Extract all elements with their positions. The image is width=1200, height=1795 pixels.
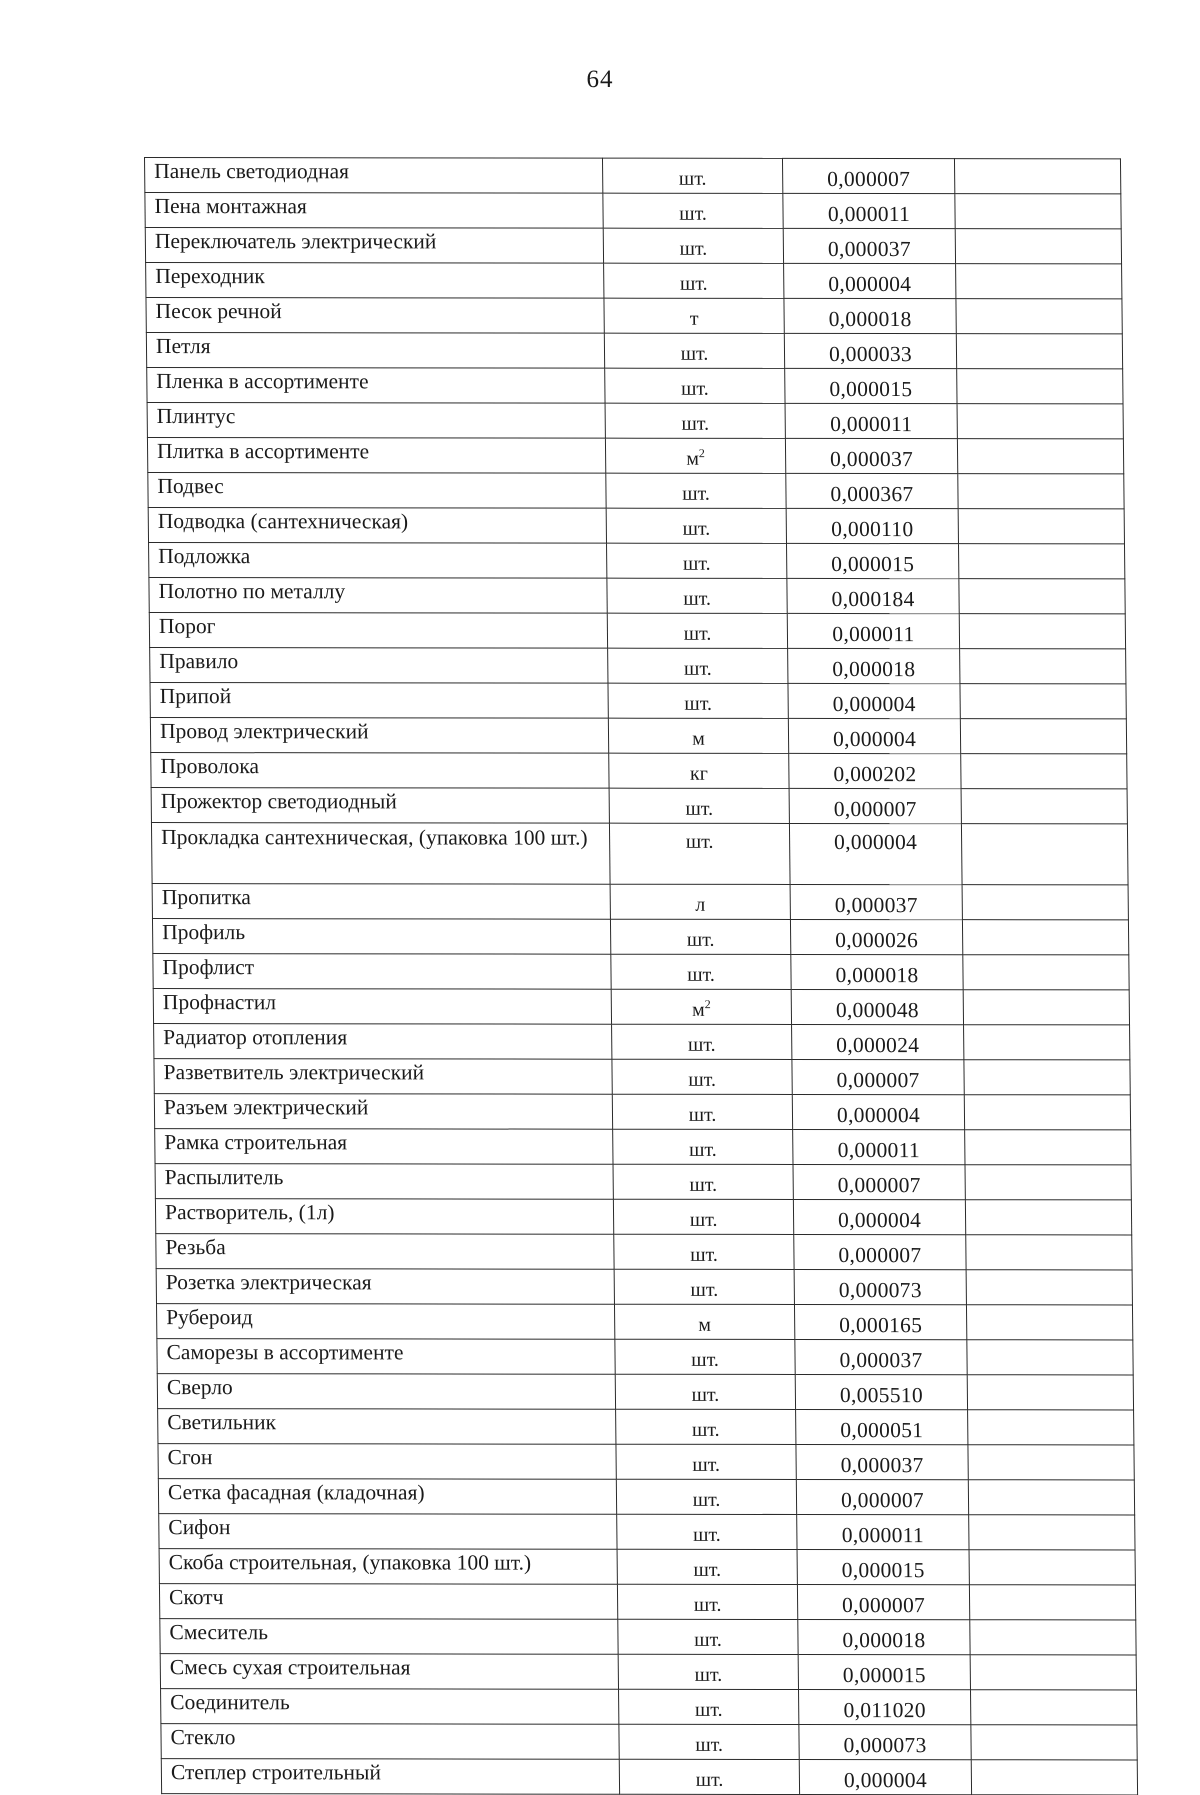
unit-cell bbox=[610, 919, 790, 954]
empty-cell bbox=[966, 1305, 1132, 1340]
unit-text: шт. bbox=[679, 272, 708, 295]
empty-cell bbox=[970, 1620, 1136, 1655]
value-cell: 0,000073 bbox=[799, 1725, 971, 1760]
value-cell: 0,011020 bbox=[799, 1689, 971, 1724]
unit-cell bbox=[605, 438, 785, 473]
material-name-cell: Профлист bbox=[153, 954, 611, 990]
unit-text: кг bbox=[689, 762, 708, 785]
material-name-cell: Стекло bbox=[161, 1724, 619, 1760]
unit-text: шт. bbox=[687, 963, 715, 986]
table-row bbox=[153, 989, 1129, 1025]
table-row bbox=[146, 333, 1122, 369]
material-name-cell: Петля bbox=[146, 333, 604, 369]
unit-cell bbox=[613, 1164, 793, 1199]
value-cell: 0,000015 bbox=[787, 543, 959, 578]
unit-text: шт. bbox=[682, 482, 710, 505]
materials-table-wrapper bbox=[144, 157, 1137, 1795]
unit-text: шт. bbox=[685, 797, 714, 820]
table-row bbox=[149, 613, 1125, 649]
unit-cell bbox=[617, 1514, 797, 1549]
value-cell: 0,000007 bbox=[789, 788, 961, 823]
material-name-cell: Плитка в ассортименте bbox=[147, 438, 605, 474]
unit-superscript: 2 bbox=[698, 445, 705, 460]
material-name-cell: Порог bbox=[149, 613, 607, 649]
empty-cell bbox=[964, 1025, 1130, 1060]
table-row bbox=[155, 1164, 1131, 1200]
empty-cell bbox=[954, 159, 1120, 194]
unit-text: шт. bbox=[678, 167, 707, 190]
unit-text: шт. bbox=[680, 377, 709, 400]
table-row bbox=[146, 263, 1122, 299]
value-cell: 0,000073 bbox=[794, 1269, 966, 1304]
material-name-cell: Разъем электрический bbox=[154, 1094, 612, 1130]
unit-cell bbox=[614, 1269, 794, 1304]
material-name-cell: Переключатель электрический bbox=[145, 228, 603, 264]
material-name-cell: Правило bbox=[150, 648, 608, 684]
unit-cell bbox=[616, 1409, 796, 1444]
empty-cell bbox=[970, 1690, 1136, 1725]
empty-cell bbox=[959, 579, 1125, 614]
table-row bbox=[149, 543, 1125, 579]
unit-cell bbox=[617, 1549, 797, 1584]
material-name-cell: Панель светодиодная bbox=[145, 158, 603, 194]
unit-cell bbox=[616, 1444, 796, 1479]
unit-cell bbox=[616, 1479, 796, 1514]
value-cell: 0,000011 bbox=[793, 1129, 965, 1164]
empty-cell bbox=[955, 194, 1121, 229]
material-name-cell: Профнастил bbox=[153, 989, 611, 1025]
unit-text: шт. bbox=[680, 342, 709, 365]
unit-text: м bbox=[686, 447, 700, 470]
empty-cell bbox=[964, 1060, 1130, 1095]
value-cell: 0,000018 bbox=[798, 1619, 970, 1654]
material-name-cell: Смеситель bbox=[160, 1619, 618, 1655]
material-name-cell: Скоба строительная, (упаковка 100 шт.) bbox=[159, 1549, 617, 1585]
unit-text: шт. bbox=[695, 1768, 724, 1791]
unit-cell bbox=[602, 158, 782, 193]
unit-cell bbox=[619, 1724, 799, 1759]
table-row bbox=[158, 1409, 1134, 1445]
unit-text: шт. bbox=[694, 1663, 723, 1686]
empty-cell bbox=[971, 1725, 1137, 1760]
unit-text: шт. bbox=[690, 1243, 718, 1266]
table-row bbox=[157, 1304, 1133, 1340]
unit-cell bbox=[619, 1759, 799, 1794]
material-name-cell: Соединитель bbox=[161, 1689, 619, 1725]
empty-cell bbox=[960, 719, 1126, 754]
empty-cell bbox=[956, 334, 1122, 369]
unit-cell bbox=[604, 333, 784, 368]
unit-cell bbox=[614, 1304, 794, 1339]
empty-cell bbox=[962, 920, 1128, 955]
value-cell: 0,000367 bbox=[786, 473, 958, 508]
empty-cell bbox=[971, 1760, 1137, 1795]
value-cell: 0,000110 bbox=[786, 508, 958, 543]
value-cell: 0,000015 bbox=[785, 368, 957, 403]
material-name-cell: Пленка в ассортименте bbox=[147, 368, 605, 404]
material-name-cell: Профиль bbox=[152, 919, 610, 955]
unit-cell bbox=[613, 1129, 793, 1164]
empty-cell bbox=[965, 1165, 1131, 1200]
material-name-cell: Саморезы в ассортименте bbox=[157, 1339, 615, 1375]
material-name-cell: Полотно по металлу bbox=[149, 578, 607, 614]
table-row bbox=[151, 823, 1128, 885]
empty-cell bbox=[961, 754, 1127, 789]
value-cell: 0,000165 bbox=[794, 1304, 966, 1339]
unit-text: шт. bbox=[679, 237, 708, 260]
material-name-cell: Провод электрический bbox=[150, 718, 608, 754]
unit-text: шт. bbox=[679, 202, 707, 225]
unit-cell bbox=[605, 403, 785, 438]
material-name-cell: Смесь сухая строительная bbox=[160, 1654, 618, 1690]
unit-cell bbox=[615, 1339, 795, 1374]
value-cell: 0,000007 bbox=[782, 158, 954, 193]
unit-cell bbox=[610, 884, 790, 919]
unit-text: шт. bbox=[692, 1523, 721, 1546]
material-name-cell: Подводка (сантехническая) bbox=[148, 508, 606, 544]
material-name-cell: Песок речной bbox=[146, 298, 604, 334]
value-cell: 0,000011 bbox=[785, 403, 957, 438]
material-name-cell: Плинтус bbox=[147, 403, 605, 439]
table-row bbox=[151, 753, 1127, 789]
value-cell: 0,000004 bbox=[792, 1094, 964, 1129]
empty-cell bbox=[956, 264, 1122, 299]
table-row bbox=[147, 438, 1123, 474]
unit-cell bbox=[613, 1199, 793, 1234]
value-cell: 0,000202 bbox=[789, 753, 961, 788]
unit-cell bbox=[607, 578, 787, 613]
unit-cell bbox=[617, 1584, 797, 1619]
value-cell: 0,000033 bbox=[784, 333, 956, 368]
table-row bbox=[150, 718, 1126, 754]
empty-cell bbox=[958, 544, 1124, 579]
value-cell: 0,000004 bbox=[788, 718, 960, 753]
unit-cell bbox=[606, 508, 786, 543]
empty-cell bbox=[968, 1445, 1134, 1480]
table-row bbox=[146, 298, 1122, 334]
unit-text: шт. bbox=[693, 1558, 722, 1581]
unit-text: шт. bbox=[682, 552, 711, 575]
material-name-cell: Радиатор отопления bbox=[154, 1024, 612, 1060]
value-cell: 0,000037 bbox=[796, 1444, 968, 1479]
material-name-cell: Пропитка bbox=[152, 884, 610, 920]
table-row bbox=[161, 1759, 1137, 1795]
table-row bbox=[149, 578, 1125, 614]
unit-text: шт. bbox=[683, 657, 712, 680]
unit-cell bbox=[614, 1234, 794, 1269]
material-name-cell: Сверло bbox=[157, 1374, 615, 1410]
unit-cell bbox=[608, 648, 788, 683]
material-name-cell: Разветвитель электрический bbox=[154, 1059, 612, 1095]
material-name-cell: Пена монтажная bbox=[145, 193, 603, 229]
value-cell: 0,005510 bbox=[795, 1374, 967, 1409]
material-name-cell: Растворитель, (1л) bbox=[155, 1199, 613, 1235]
unit-text: шт. bbox=[690, 1278, 719, 1301]
value-cell: 0,000015 bbox=[798, 1654, 970, 1689]
value-cell: 0,000018 bbox=[788, 648, 960, 683]
unit-text: шт. bbox=[688, 1103, 717, 1126]
value-cell: 0,000007 bbox=[797, 1584, 969, 1619]
unit-text: шт. bbox=[683, 622, 712, 645]
value-cell: 0,000004 bbox=[784, 263, 956, 298]
material-name-cell: Прокладка сантехническая, (упаковка 100 шт.) bbox=[151, 823, 610, 885]
empty-cell bbox=[957, 439, 1123, 474]
table-row bbox=[150, 683, 1126, 719]
unit-text: шт. bbox=[687, 1033, 716, 1056]
unit-cell bbox=[604, 263, 784, 298]
unit-cell bbox=[603, 228, 783, 263]
value-cell: 0,000037 bbox=[795, 1339, 967, 1374]
empty-cell bbox=[963, 990, 1129, 1025]
unit-cell bbox=[612, 1059, 792, 1094]
unit-text: м bbox=[691, 998, 705, 1021]
table-row bbox=[156, 1234, 1132, 1270]
table-row bbox=[159, 1584, 1135, 1620]
table-row bbox=[145, 228, 1121, 264]
value-cell: 0,000011 bbox=[797, 1514, 969, 1549]
unit-text: шт. bbox=[693, 1593, 722, 1616]
materials-table bbox=[144, 157, 1138, 1795]
unit-text: шт. bbox=[689, 1208, 718, 1231]
unit-cell bbox=[618, 1654, 798, 1689]
unit-cell bbox=[607, 543, 787, 578]
material-name-cell: Сгон bbox=[158, 1444, 616, 1480]
material-name-cell: Степлер строительный bbox=[161, 1759, 619, 1795]
unit-text: шт. bbox=[691, 1418, 720, 1441]
value-cell: 0,000007 bbox=[793, 1164, 965, 1199]
material-name-cell: Розетка электрическая bbox=[156, 1269, 614, 1305]
empty-cell bbox=[959, 614, 1125, 649]
table-row bbox=[154, 1094, 1130, 1130]
unit-text: шт. bbox=[684, 692, 713, 715]
value-cell: 0,000011 bbox=[787, 613, 959, 648]
unit-text: шт. bbox=[683, 587, 712, 610]
unit-text: шт. bbox=[688, 1138, 717, 1161]
value-cell: 0,000051 bbox=[796, 1409, 968, 1444]
value-cell: 0,000024 bbox=[792, 1024, 964, 1059]
table-row bbox=[156, 1269, 1132, 1305]
table-row bbox=[145, 193, 1121, 229]
material-name-cell: Светильник bbox=[158, 1409, 616, 1445]
unit-cell bbox=[607, 613, 787, 648]
empty-cell bbox=[960, 649, 1126, 684]
value-cell: 0,000007 bbox=[794, 1234, 966, 1269]
table-row bbox=[150, 648, 1126, 684]
unit-text: шт. bbox=[681, 412, 710, 435]
empty-cell bbox=[966, 1235, 1132, 1270]
value-cell: 0,000015 bbox=[797, 1549, 969, 1584]
unit-cell bbox=[608, 718, 788, 753]
material-name-cell: Сетка фасадная (кладочная) bbox=[158, 1479, 616, 1515]
material-name-cell: Резьба bbox=[156, 1234, 614, 1270]
value-cell: 0,000018 bbox=[791, 954, 963, 989]
material-name-cell: Рамка строительная bbox=[155, 1129, 613, 1165]
value-cell: 0,000007 bbox=[796, 1479, 968, 1514]
empty-cell bbox=[965, 1200, 1131, 1235]
materials-table-body bbox=[145, 158, 1138, 1795]
table-row bbox=[154, 1059, 1130, 1095]
material-name-cell: Распылитель bbox=[155, 1164, 613, 1200]
table-row bbox=[148, 508, 1124, 544]
table-row bbox=[157, 1374, 1133, 1410]
table-row bbox=[155, 1199, 1131, 1235]
unit-cell bbox=[608, 683, 788, 718]
empty-cell bbox=[969, 1550, 1135, 1585]
value-cell: 0,000018 bbox=[784, 298, 956, 333]
empty-cell bbox=[955, 229, 1121, 264]
unit-cell bbox=[609, 788, 789, 823]
empty-cell bbox=[961, 824, 1128, 885]
unit-text: шт. bbox=[692, 1488, 721, 1511]
unit-cell bbox=[618, 1619, 798, 1654]
empty-cell bbox=[960, 684, 1126, 719]
value-cell: 0,000011 bbox=[783, 193, 955, 228]
material-name-cell: Проволока bbox=[151, 753, 609, 789]
unit-cell bbox=[609, 753, 789, 788]
table-row bbox=[157, 1339, 1133, 1375]
value-cell: 0,000004 bbox=[799, 1760, 971, 1795]
table-row bbox=[160, 1654, 1136, 1690]
unit-cell bbox=[606, 473, 786, 508]
value-cell: 0,000037 bbox=[785, 438, 957, 473]
unit-cell bbox=[611, 989, 791, 1024]
value-cell: 0,000007 bbox=[792, 1059, 964, 1094]
page-number: 64 bbox=[586, 66, 614, 93]
empty-cell bbox=[957, 404, 1123, 439]
table-row bbox=[160, 1619, 1136, 1655]
unit-text: шт. bbox=[694, 1628, 722, 1651]
table-row bbox=[159, 1549, 1135, 1585]
unit-text: шт. bbox=[695, 1733, 724, 1756]
unit-text: шт. bbox=[694, 1698, 723, 1721]
unit-cell bbox=[605, 368, 785, 403]
table-row bbox=[152, 884, 1128, 920]
empty-cell bbox=[961, 789, 1127, 824]
empty-cell bbox=[964, 1095, 1130, 1130]
material-name-cell: Прожектор светодиодный bbox=[151, 788, 609, 824]
value-cell: 0,000184 bbox=[787, 578, 959, 613]
unit-cell bbox=[604, 298, 784, 333]
unit-text: шт. bbox=[682, 517, 711, 540]
value-cell: 0,000037 bbox=[783, 228, 955, 263]
unit-text: м bbox=[692, 727, 705, 750]
material-name-cell: Подложка bbox=[149, 543, 607, 579]
empty-cell bbox=[957, 369, 1123, 404]
material-name-cell: Сифон bbox=[159, 1514, 617, 1550]
empty-cell bbox=[965, 1130, 1131, 1165]
table-row bbox=[147, 368, 1123, 404]
material-name-cell: Припой bbox=[150, 683, 608, 719]
material-name-cell: Рубероид bbox=[157, 1304, 615, 1340]
unit-text: шт. bbox=[688, 1068, 717, 1091]
value-cell: 0,000048 bbox=[791, 989, 963, 1024]
empty-cell bbox=[969, 1515, 1135, 1550]
unit-cell bbox=[615, 1374, 795, 1409]
table-row bbox=[161, 1689, 1137, 1725]
material-name-cell: Подвес bbox=[148, 473, 606, 509]
unit-cell bbox=[609, 823, 790, 884]
unit-cell bbox=[619, 1689, 799, 1724]
table-row bbox=[148, 473, 1124, 509]
unit-text: л bbox=[695, 893, 706, 916]
unit-text: шт. bbox=[686, 928, 715, 951]
value-cell: 0,000004 bbox=[789, 823, 962, 884]
value-cell: 0,000026 bbox=[790, 919, 962, 954]
table-row bbox=[152, 919, 1128, 955]
unit-text: шт. bbox=[692, 1453, 721, 1476]
empty-cell bbox=[968, 1480, 1134, 1515]
unit-cell bbox=[603, 193, 783, 228]
unit-superscript: 2 bbox=[704, 996, 711, 1011]
empty-cell bbox=[963, 955, 1129, 990]
empty-cell bbox=[969, 1585, 1135, 1620]
empty-cell bbox=[968, 1410, 1134, 1445]
value-cell: 0,000004 bbox=[793, 1199, 965, 1234]
unit-text: шт. bbox=[691, 1383, 720, 1406]
table-row bbox=[147, 403, 1123, 439]
value-cell: 0,000037 bbox=[790, 884, 962, 919]
unit-text: шт. bbox=[689, 1173, 718, 1196]
unit-cell bbox=[612, 1094, 792, 1129]
table-row bbox=[145, 158, 1121, 194]
table-row bbox=[153, 954, 1129, 990]
material-name-cell: Скотч bbox=[159, 1584, 617, 1620]
unit-text: т bbox=[689, 307, 699, 330]
unit-text: шт. bbox=[691, 1348, 719, 1371]
empty-cell bbox=[967, 1375, 1133, 1410]
table-row bbox=[159, 1514, 1135, 1550]
table-row bbox=[154, 1024, 1130, 1060]
table-row bbox=[158, 1444, 1134, 1480]
empty-cell bbox=[958, 509, 1124, 544]
unit-text: шт. bbox=[685, 830, 714, 853]
unit-cell bbox=[611, 954, 791, 989]
unit-cell bbox=[612, 1024, 792, 1059]
value-cell: 0,000004 bbox=[788, 683, 960, 718]
unit-text: м bbox=[698, 1313, 712, 1336]
table-row bbox=[158, 1479, 1134, 1515]
empty-cell bbox=[958, 474, 1124, 509]
table-row bbox=[161, 1724, 1137, 1760]
empty-cell bbox=[962, 885, 1128, 920]
table-row bbox=[151, 788, 1127, 824]
material-name-cell: Переходник bbox=[146, 263, 604, 299]
empty-cell bbox=[956, 299, 1122, 334]
table-row bbox=[155, 1129, 1131, 1165]
empty-cell bbox=[967, 1340, 1133, 1375]
empty-cell bbox=[970, 1655, 1136, 1690]
empty-cell bbox=[966, 1270, 1132, 1305]
